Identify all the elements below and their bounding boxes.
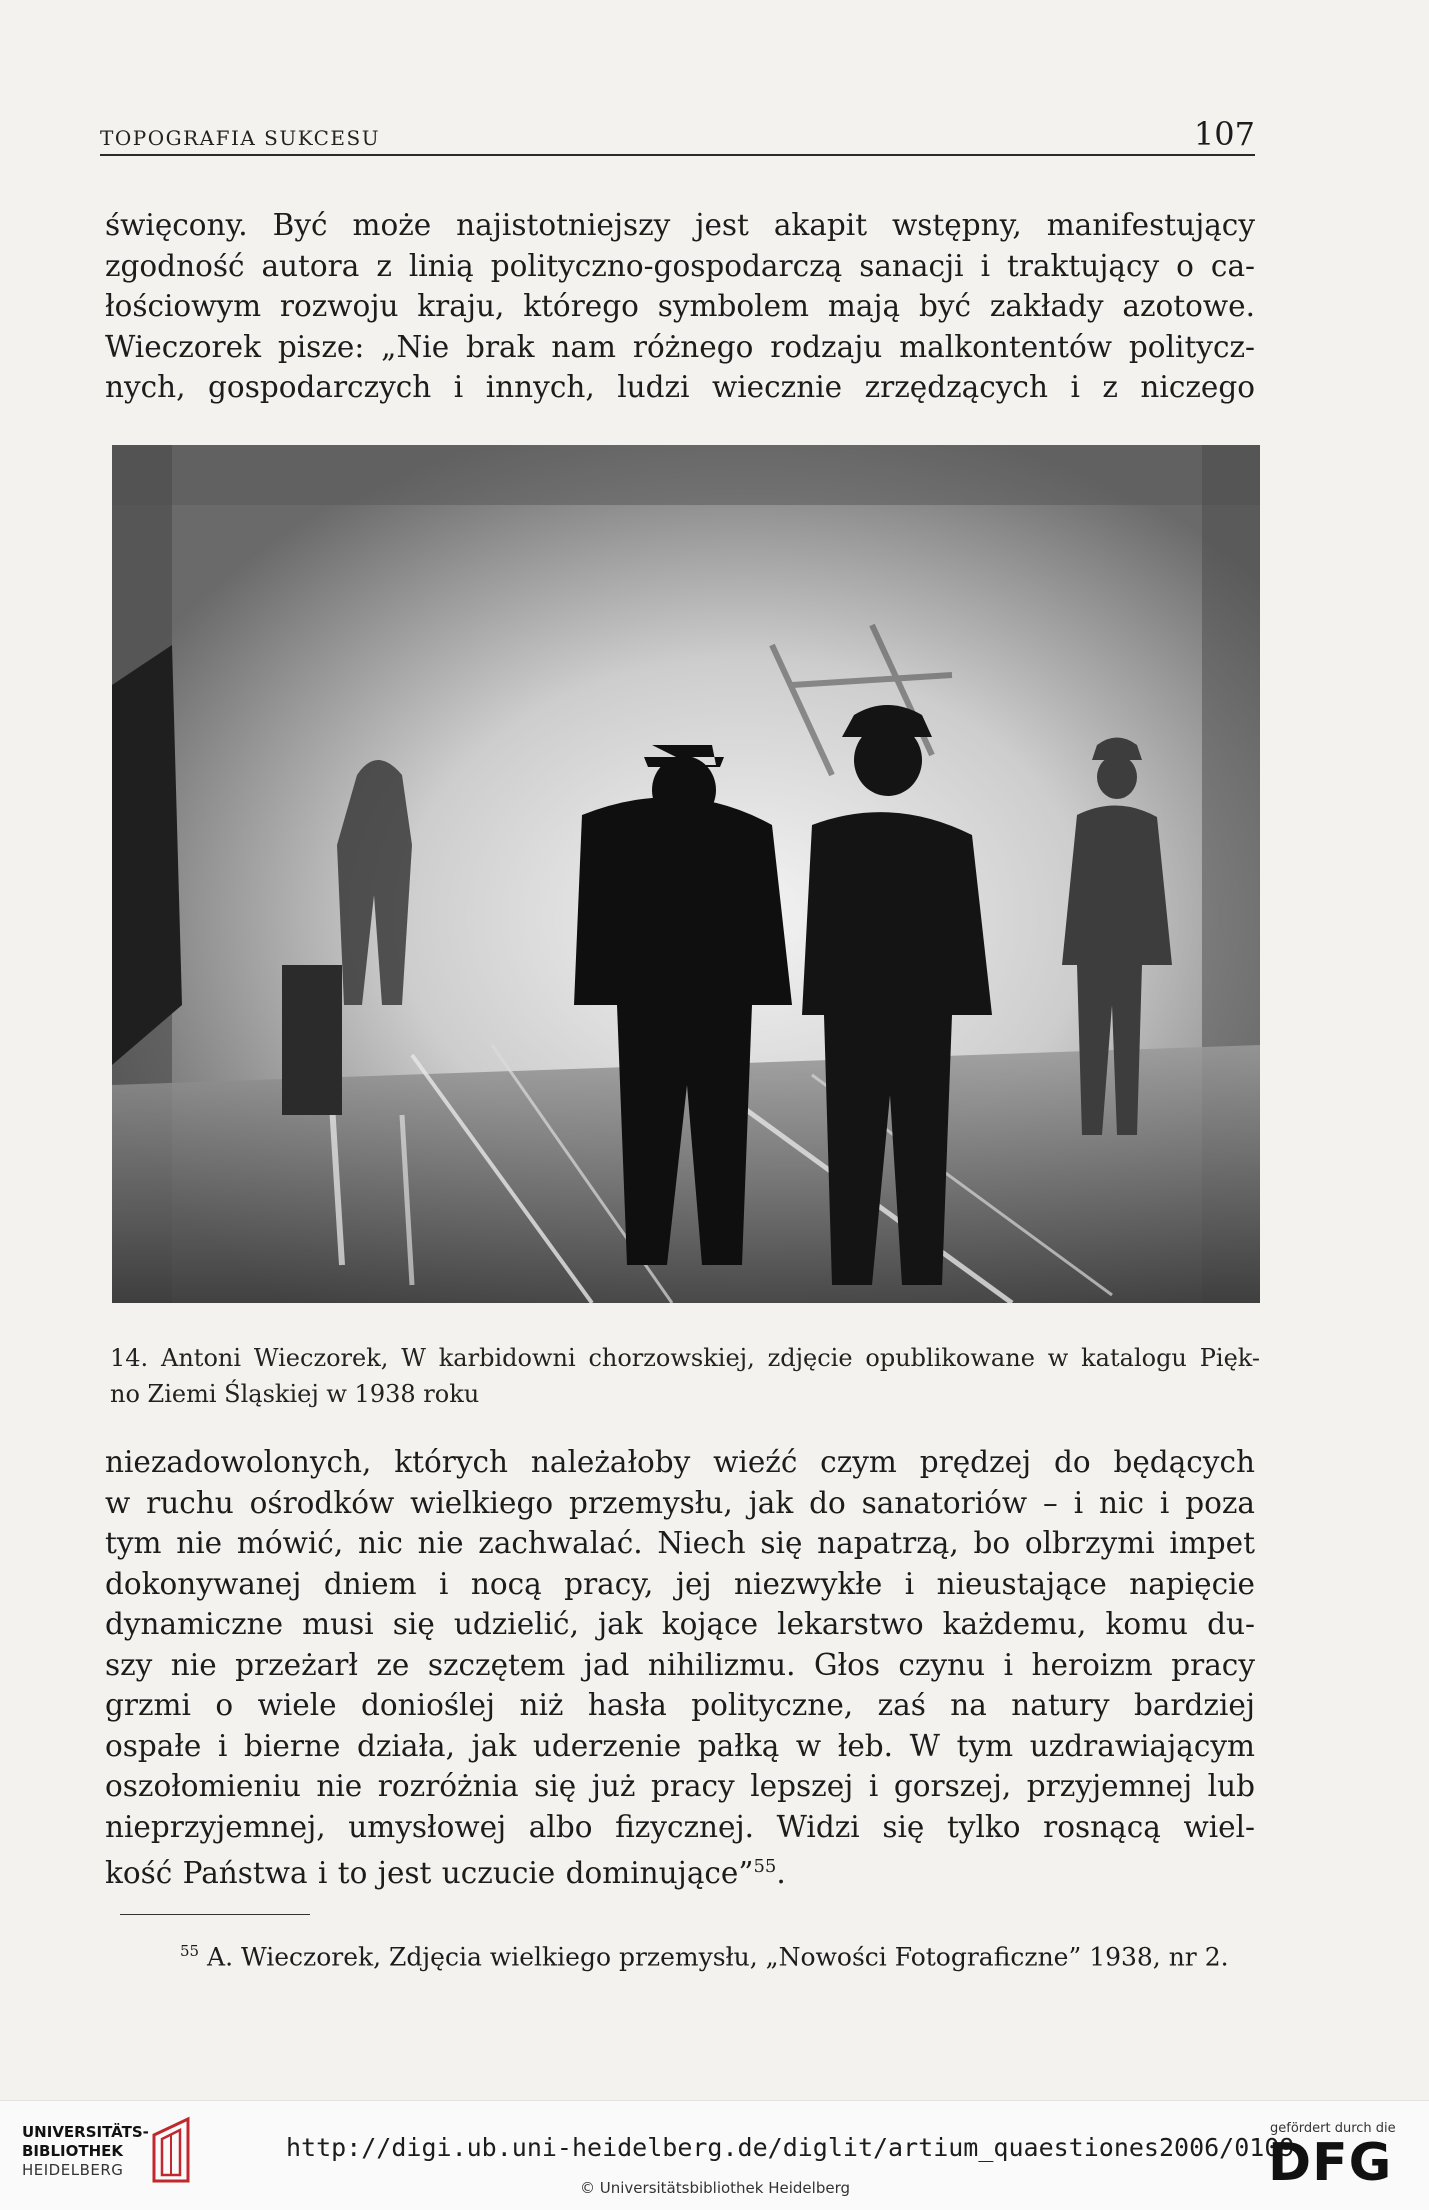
text-line: w ruchu ośrodków wielkiego przemysłu, jak do sanatoriów – i nic i poza — [105, 1485, 1255, 1520]
library-emblem-icon — [148, 2115, 194, 2185]
text-fragment: kość Państwa i to jest uczucie dominujące” — [105, 1855, 754, 1890]
text-line: zgodność autora z linią polityczno-gospodarczą sanacji i traktujący o ca- — [105, 248, 1255, 283]
dfg-logo: DFG — [1268, 2133, 1393, 2193]
digitization-footer — [0, 2100, 1429, 2210]
library-name-line3: HEIDELBERG — [22, 2161, 124, 2179]
body-paragraph-bottom — [105, 1442, 1255, 1893]
text-line: grzmi o wiele donioślej niż hasła polityczne, zaś na natury bardziej — [105, 1688, 1255, 1722]
library-name-line1: UNIVERSITÄTS- — [22, 2123, 149, 2141]
running-title: TOPOGRAFIA SUKCESU — [100, 126, 381, 150]
body-paragraph-top — [105, 205, 1255, 408]
text-line: tym nie mówić, nic nie zachwalać. Niech się napatrzą, bo olbrzymi impet — [105, 1526, 1255, 1560]
text-line: szy nie przeżarł ze szczętem jad nihilizmu. Głos czynu i heroizm pracy — [105, 1647, 1255, 1682]
caption-line: 14. Antoni Wieczorek, W karbidowni chorzowskiej, zdjęcie opublikowane w katalogu Pięk- — [110, 1344, 1260, 1372]
library-name-line2: BIBLIOTHEK — [22, 2142, 123, 2160]
text-line: nieprzyjemnej, umysłowej albo fizycznej. Widzi się tylko rosnącą wiel- — [105, 1809, 1255, 1844]
text-line: ospałe i bierne działa, jak uderzenie pałką w łeb. W tym uzdrawiającym — [105, 1728, 1255, 1763]
running-head — [100, 115, 1255, 156]
footnote-reference[interactable]: 55 — [753, 1856, 777, 1877]
footnote-number: 55 — [180, 1942, 200, 1960]
text-line: święcony. Być może najistotniejszy jest akapit wstępny, manifestujący — [105, 208, 1255, 242]
copyright-notice: © Universitätsbibliothek Heidelberg — [580, 2179, 851, 2197]
text-line: niezadowolonych, których należałoby wieźć czym prędzej do będących — [105, 1445, 1255, 1479]
figure-photograph — [112, 445, 1260, 1303]
text-line: Wieczorek pisze: „Nie brak nam różnego rodzaju malkontentów politycz- — [105, 329, 1255, 364]
photo-factory-workers-silhouettes — [112, 445, 1260, 1303]
funding-note: gefördert durch die — [1270, 2121, 1396, 2136]
text-line: nych, gospodarczych i innych, ludzi wiecznie zrzędzących i z niczego — [105, 370, 1255, 404]
text-line: dokonywanej dniem i nocą pracy, jej niezwykłe i nieustające napięcie — [105, 1566, 1255, 1601]
page-number: 107 — [1193, 115, 1255, 153]
text-line-last — [105, 1847, 1255, 1893]
library-logo — [22, 2123, 149, 2180]
text-line: oszołomieniu nie rozróżnia się już pracy lepszej i gorszej, przyjemnej lub — [105, 1769, 1255, 1803]
footnote-text: A. Wieczorek, Zdjęcia wielkiego przemysłu, „Nowości Fotograficzne” 1938, nr 2. — [207, 1942, 1229, 1972]
permalink-url[interactable]: http://digi.ub.uni-heidelberg.de/diglit/artium_quaestiones2006/0109 — [286, 2133, 1295, 2162]
figure-caption — [110, 1340, 1260, 1412]
sentence-end: . — [776, 1855, 786, 1890]
text-line: dynamiczne musi się udzielić, jak kojące lekarstwo każdemu, komu du- — [105, 1607, 1255, 1641]
caption-line: no Ziemi Śląskiej w 1938 roku — [110, 1380, 480, 1408]
footnote-divider — [120, 1914, 310, 1915]
footnote — [180, 1942, 1229, 1971]
text-line: łościowym rozwoju kraju, którego symbolem mają być zakłady azotowe. — [105, 289, 1255, 323]
